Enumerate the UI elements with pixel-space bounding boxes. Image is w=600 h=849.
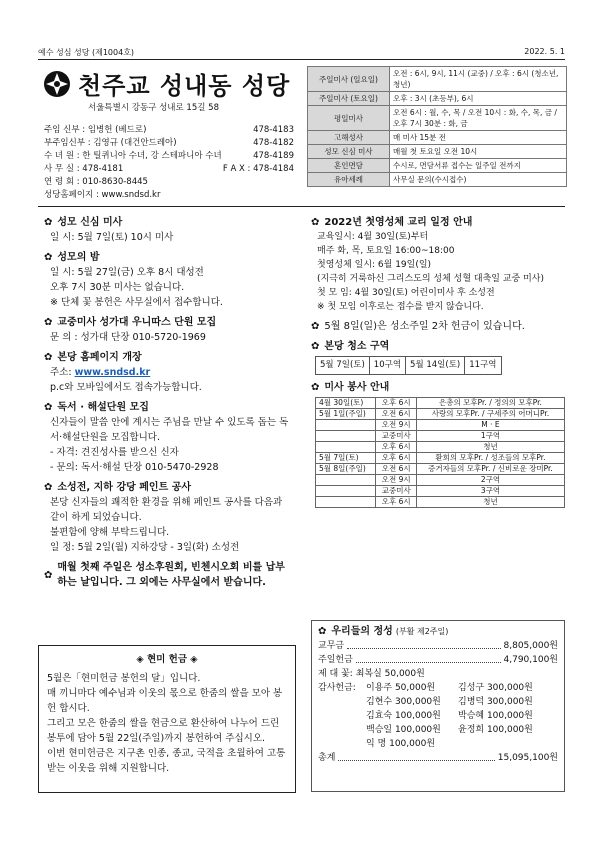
cleaning-table bbox=[315, 356, 502, 375]
rice-line: 그리고 모은 한줌의 쌀을 현금으로 환산하여 나누어 드린 봉투에 담아 5월 22일(주일)까지 봉헌하여 주십시오. bbox=[47, 718, 280, 744]
section-heading bbox=[44, 560, 294, 590]
finance-value: 4,790,100원 bbox=[503, 655, 558, 665]
mass-duty-row bbox=[316, 475, 565, 486]
duty-date: 5월 1일(주일) bbox=[316, 409, 376, 420]
schedule-value: 매월 첫 토요일 오전 10시 bbox=[390, 145, 567, 159]
section-line: ※ 단체 꽃 봉헌은 사무실에서 접수합니다. bbox=[50, 297, 223, 308]
staff-label: 성당홈페이지 : www.sndsd.kr bbox=[44, 190, 161, 200]
section-heading bbox=[44, 400, 294, 415]
mass-duty-row bbox=[316, 431, 565, 442]
schedule-key: 혼인면담 bbox=[308, 159, 390, 173]
communion-line: 교육일시: 4월 30일(토)부터 bbox=[317, 232, 429, 242]
section-line: 일 정: 5월 2일(월) 지하강당 - 3일(화) 소성전 bbox=[50, 542, 240, 553]
mass-schedule-table bbox=[307, 66, 567, 187]
cleaning-cell: 11구역 bbox=[465, 357, 501, 375]
section-line: - 문의: 독서·해설 단장 010-5470-2928 bbox=[50, 462, 219, 473]
mass-duty-row bbox=[316, 409, 565, 420]
flower-icon: ✿ bbox=[311, 217, 320, 228]
issue-label: 예수 성심 성당 (제1004호) bbox=[38, 48, 135, 57]
schedule-value: 오후 : 3시 (초등부), 6시 bbox=[390, 92, 567, 106]
staff-row bbox=[44, 163, 294, 176]
flower-icon: ✿ bbox=[44, 317, 53, 328]
left-column bbox=[44, 210, 294, 590]
section-heading bbox=[44, 250, 294, 265]
rice-line: 5월은「현미헌금 봉헌의 달」입니다. bbox=[47, 673, 201, 684]
staff-label: 수 녀 원 : 한 틸퀴니아 수녀, 강 스테파니아 수녀 bbox=[44, 151, 222, 161]
finance-key: 교무금 bbox=[318, 641, 345, 651]
communion-line: 첫 모 임: 4월 30일(토) 어린이미사 후 소성전 bbox=[317, 288, 495, 298]
mass-duty-row bbox=[316, 453, 565, 464]
schedule-row bbox=[308, 131, 567, 145]
duty-time: 교중미사 bbox=[376, 431, 416, 442]
schedule-row bbox=[308, 67, 567, 92]
flower-icon: ✿ bbox=[311, 382, 320, 393]
duty-time: 오전 9시 bbox=[376, 420, 416, 431]
communion-line: ※ 첫 모임 이후로는 접수를 받지 않습니다. bbox=[317, 302, 484, 312]
communion-line: (지극히 거룩하신 그리스도의 성체 성혈 대축일 교중 미사) bbox=[317, 274, 545, 284]
schedule-value: 사무실 문의(수시접수) bbox=[390, 173, 567, 187]
duty-date bbox=[316, 486, 376, 497]
section-line: 불편함에 양해 부탁드립니다. bbox=[50, 527, 170, 538]
flower-icon: ✿ bbox=[44, 402, 53, 413]
finance-value: 8,805,000원 bbox=[503, 641, 558, 651]
duty-date: 4월 30일(토) bbox=[316, 398, 376, 409]
church-logo-icon bbox=[42, 69, 72, 99]
thanks-entry: 김성구 300,000원 bbox=[458, 683, 533, 693]
duty-group: 은총의 모후Pr. / 정의의 모후Pr. bbox=[416, 398, 564, 409]
section-heading bbox=[44, 350, 294, 365]
rice-line: 이번 현미헌금은 지구촌 인종, 종교, 국적을 초월하여 고통 받는 이웃을 위해 지원합니다. bbox=[47, 748, 286, 774]
mass-duty-row bbox=[316, 486, 565, 497]
thanks-entry: 이용주 50,000원 bbox=[366, 683, 436, 693]
section-title: 성모의 밤 bbox=[57, 252, 100, 263]
mass-duty-row bbox=[316, 398, 565, 409]
schedule-value: 오전 : 6시, 9시, 11시 (교중) / 오후 : 6시 (청소년, 청년) bbox=[390, 67, 567, 92]
schedule-row bbox=[308, 159, 567, 173]
section-heading bbox=[44, 215, 294, 230]
schedule-row bbox=[308, 173, 567, 187]
schedule-row bbox=[308, 92, 567, 106]
duty-group: 증거자들의 모후Pr. / 신비로운 장미Pr. bbox=[416, 464, 564, 475]
duty-time: 오후 6시 bbox=[376, 497, 416, 508]
top-rule bbox=[38, 59, 565, 60]
section-line: 일 시: 5월 7일(토) 10시 미사 bbox=[50, 232, 174, 243]
finance-box bbox=[311, 620, 565, 792]
finance-line bbox=[318, 639, 558, 653]
thanks-label: 감사헌금: bbox=[318, 683, 356, 693]
schedule-key: 평일미사 bbox=[308, 106, 390, 131]
section-heading bbox=[44, 315, 294, 330]
duty-date bbox=[316, 431, 376, 442]
mass-duty-row bbox=[316, 420, 565, 431]
staff-row bbox=[44, 189, 294, 202]
section-line: 일 시: 5월 27일(금) 오후 8시 대성전 bbox=[50, 267, 204, 278]
thanks-entry: 윤정희 100,000원 bbox=[458, 725, 533, 735]
section-line: 본당 신자들의 쾌적한 환경을 위해 페인트 공사를 다음과 같이 하게 되었습니다. bbox=[50, 497, 283, 523]
cleaning-cell: 5월 14일(토) bbox=[406, 357, 465, 375]
issue-date: 2022. 5. 1 bbox=[524, 47, 565, 56]
flower-icon: ✿ bbox=[44, 217, 53, 228]
staff-value: 478-4182 bbox=[253, 138, 294, 148]
parish-title: 천주교 성내동 성당 bbox=[78, 71, 291, 100]
collection-note: ✿ 5월 8일(일)은 성소주일 2차 헌금이 있습니다. bbox=[311, 321, 525, 332]
duty-date bbox=[316, 475, 376, 486]
thanks-entry bbox=[458, 737, 558, 751]
duty-date bbox=[316, 442, 376, 453]
thanks-entry: 백승일 100,000원 bbox=[366, 725, 441, 735]
thanks-entry: 박승혜 100,000원 bbox=[458, 711, 533, 721]
schedule-key: 고해성사 bbox=[308, 131, 390, 145]
parish-address: 서울특별시 강동구 성내로 15길 58 bbox=[88, 103, 219, 113]
flower-icon: ✿ bbox=[44, 352, 53, 363]
staff-row bbox=[44, 137, 294, 150]
cleaning-cell: 5월 7일(토) bbox=[316, 357, 370, 375]
duty-time: 오전 6시 bbox=[376, 464, 416, 475]
duty-time: 오전 6시 bbox=[376, 409, 416, 420]
thanks-entry: 김효숙 100,000원 bbox=[366, 711, 441, 721]
cleaning-heading: ✿ 본당 청소 구역 bbox=[311, 341, 390, 352]
duty-group: 사랑의 모후Pr. / 구세주의 어머니Pr. bbox=[416, 409, 564, 420]
duty-time: 오후 6시 bbox=[376, 398, 416, 409]
staff-label: 연 령 회 : 010-8630-8445 bbox=[44, 177, 148, 187]
section-line: 주소: www.sndsd.kr bbox=[50, 367, 151, 378]
duty-time: 오전 9시 bbox=[376, 475, 416, 486]
thanks-entry: 김현수 300,000원 bbox=[366, 697, 441, 707]
rice-title: ◈ 현미 헌금 ◈ bbox=[136, 654, 198, 665]
flower-icon: ✿ bbox=[44, 482, 53, 493]
staff-list bbox=[44, 124, 294, 202]
duty-date bbox=[316, 497, 376, 508]
schedule-key: 주일미사 (토요일) bbox=[308, 92, 390, 106]
staff-row bbox=[44, 150, 294, 163]
staff-row bbox=[44, 124, 294, 137]
section-title: 독서 · 해설단원 모집 bbox=[57, 402, 149, 413]
duty-group: 2구역 bbox=[416, 475, 564, 486]
section-title: 매월 첫째 주일은 성소후원회, 빈첸시오회 비를 납부하는 날입니다. 그 외에는 사무실에서 받습니다. bbox=[57, 562, 285, 588]
flower-icon: ✿ bbox=[44, 569, 53, 581]
flower-icon: ✿ bbox=[311, 321, 320, 332]
flower-icon: ✿ bbox=[318, 626, 327, 637]
schedule-key: 유아세례 bbox=[308, 173, 390, 187]
section-line: 오후 7시 30분 미사는 없습니다. bbox=[50, 282, 185, 293]
duty-date: 5월 8일(주일) bbox=[316, 464, 376, 475]
mass-duty-row bbox=[316, 464, 565, 475]
cleaning-cell: 10구역 bbox=[369, 357, 405, 375]
mass-duty-row bbox=[316, 497, 565, 508]
duty-group: 1구역 bbox=[416, 431, 564, 442]
schedule-value: 오전 6시 : 월, 수, 목 / 오전 10시 : 화, 수, 목, 금 / 오후 7시 30분 : 화, 금 bbox=[390, 106, 567, 131]
duty-time: 오후 6시 bbox=[376, 453, 416, 464]
staff-row bbox=[44, 176, 294, 189]
dotted-leader bbox=[356, 653, 501, 663]
schedule-row bbox=[308, 106, 567, 131]
schedule-row bbox=[308, 145, 567, 159]
flower-icon: ✿ bbox=[311, 341, 320, 352]
section-line: - 자격: 견진성사를 받으신 신자 bbox=[50, 447, 179, 458]
finance-key: 주일헌금 bbox=[318, 655, 353, 665]
section-title: 본당 홈페이지 개장 bbox=[57, 352, 142, 363]
duty-group: 3구역 bbox=[416, 486, 564, 497]
rice-offering-box bbox=[38, 645, 296, 793]
staff-label: 부주임신부 : 김영규 (대건안드레아) bbox=[44, 138, 177, 148]
duty-group: 청년 bbox=[416, 497, 564, 508]
dotted-leader bbox=[347, 639, 500, 649]
right-column bbox=[311, 210, 567, 508]
section-line: 신자들이 말씀 안에 계시는 주님을 만날 수 있도록 돕는 독서·해설단원을 모집합니다. bbox=[50, 417, 289, 443]
schedule-key: 성모 신심 미사 bbox=[308, 145, 390, 159]
staff-value: F A X : 478-4184 bbox=[222, 164, 294, 174]
section-heading bbox=[44, 480, 294, 495]
mass-duty-heading: ✿ 미사 봉사 안내 bbox=[311, 382, 390, 393]
duty-date: 5월 7일(토) bbox=[316, 453, 376, 464]
top-bar bbox=[38, 47, 565, 58]
homepage-link[interactable]: www.sndsd.kr bbox=[74, 367, 151, 378]
duty-time: 오후 6시 bbox=[376, 442, 416, 453]
thanks-entry: 김병덕 300,000원 bbox=[458, 697, 533, 707]
duty-time: 교중미사 bbox=[376, 486, 416, 497]
section-line: 문 의 : 성가대 단장 010-5720-1969 bbox=[50, 332, 206, 343]
brand bbox=[42, 66, 290, 101]
duty-date bbox=[316, 420, 376, 431]
finance-heading: ✿ 우리들의 정성 (부활 제2주일) bbox=[318, 626, 449, 637]
flower-icon: ✿ bbox=[44, 252, 53, 263]
mass-duty-row bbox=[316, 442, 565, 453]
flower-offering: 제 대 꽃: 최복실 50,000원 bbox=[318, 669, 425, 679]
staff-value: 478-4189 bbox=[253, 151, 294, 161]
duty-group: 환희의 모후Pr. / 성조들의 모후Pr. bbox=[416, 453, 564, 464]
communion-line: 첫영성체 일시: 6월 19일(일) bbox=[317, 260, 432, 270]
total-line: 총계 15,095,100원 bbox=[318, 753, 558, 763]
communion-line: 매주 화, 목, 토요일 16:00~18:00 bbox=[317, 246, 455, 256]
duty-group: M · E bbox=[416, 420, 564, 431]
schedule-value: 매 미사 15분 전 bbox=[390, 131, 567, 145]
section-title: 성모 신심 미사 bbox=[57, 217, 123, 228]
communion-heading: ✿ 2022년 첫영성체 교리 일정 안내 bbox=[311, 217, 473, 228]
schedule-value: 수시로, 면담서류 접수는 일주일 전까지 bbox=[390, 159, 567, 173]
finance-line bbox=[318, 653, 558, 667]
section-line: p.c와 모바일에서도 접속가능합니다. bbox=[50, 382, 202, 393]
duty-group: 청년 bbox=[416, 442, 564, 453]
section-title: 교중미사 성가대 우니따스 단원 모집 bbox=[57, 317, 217, 328]
rice-line: 매 끼니마다 예수님과 이웃의 몫으로 한줌의 쌀을 모아 봉헌 합시다. bbox=[47, 688, 283, 714]
schedule-key: 주일미사 (일요일) bbox=[308, 67, 390, 92]
thanks-entry: 익 명 100,000원 bbox=[366, 739, 436, 749]
staff-label: 사 무 실 : 478-4181 bbox=[44, 164, 124, 174]
section-title: 소성전, 지하 강당 페인트 공사 bbox=[57, 482, 192, 493]
section-divider bbox=[38, 206, 565, 207]
mass-duty-table bbox=[315, 397, 565, 508]
staff-label: 주임 신부 : 임병헌 (베드로) bbox=[44, 125, 147, 135]
staff-value: 478-4183 bbox=[253, 125, 294, 135]
